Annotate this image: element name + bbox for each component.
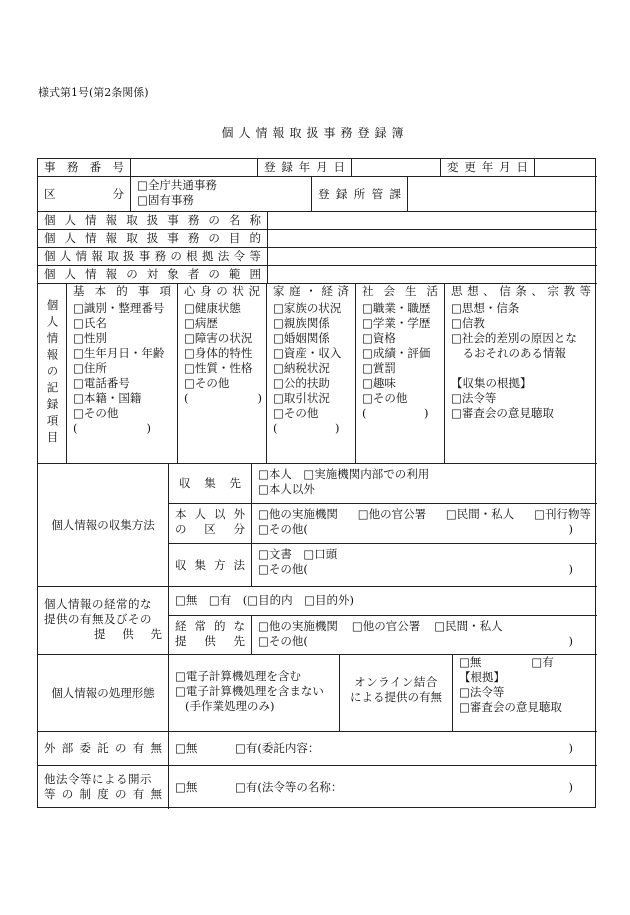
label-char: な (233, 619, 245, 633)
label-char: 条 (515, 284, 527, 298)
record-item[interactable]: □健康状態 (184, 301, 241, 315)
label-char: 経 (175, 619, 187, 633)
provision-recipient-label (168, 615, 251, 654)
label-char: 信 (499, 284, 511, 298)
record-item[interactable]: □納税状況 (273, 361, 330, 375)
label-char: の (208, 231, 220, 245)
record-item[interactable]: □趣味 (362, 376, 396, 390)
label-char: 外 (233, 507, 245, 521)
col-items-shiso[interactable] (444, 299, 597, 463)
record-item: るおそれのある情報 (451, 346, 566, 360)
record-item[interactable]: □本籍・国籍 (73, 391, 142, 405)
label-char: 目 (228, 231, 241, 245)
label-char: 区 (44, 186, 56, 201)
label-char: 扱 (146, 213, 159, 227)
record-item[interactable]: □法令等 (451, 391, 497, 405)
label-char: 経 (321, 284, 333, 298)
label-char: 根 (186, 249, 198, 263)
label-char: 取 (126, 213, 138, 227)
processing-line3: (手作業処理のみ) (185, 699, 275, 713)
label-char: 月 (316, 160, 328, 174)
col-title-kihon (66, 283, 177, 299)
label-char: 先 (150, 627, 162, 641)
label-char: ・ (305, 284, 317, 298)
col-title-katei (266, 283, 355, 299)
kubun-options[interactable] (130, 176, 311, 211)
label-char: 本 (175, 507, 187, 521)
provision-recipient-options[interactable] (251, 615, 597, 654)
label-char: 収 (179, 476, 191, 490)
online-basis-law[interactable]: □法令等 (459, 685, 505, 699)
label-char: 常 (194, 619, 206, 633)
outsourcing-options[interactable] (168, 731, 597, 765)
record-item[interactable]: □障害の状況 (184, 331, 253, 345)
collection-means-etc[interactable]: □その他( (258, 562, 308, 576)
label-char: 等 (579, 284, 591, 298)
label-char: 、 (531, 284, 543, 298)
label-char: 教 (563, 284, 575, 298)
label-char: 年 (481, 160, 494, 174)
label-char: 情 (85, 231, 97, 245)
label-char: 日 (333, 160, 345, 174)
processing-line1[interactable]: □電子計算機処理を含む (175, 669, 301, 683)
label-char: 令 (233, 249, 246, 263)
label-char: 変 (447, 160, 459, 174)
label-char: 報 (105, 213, 118, 227)
record-item[interactable]: □婚姻関係 (273, 331, 330, 345)
collection-source-label (168, 463, 251, 503)
label-char: 囲 (249, 267, 261, 281)
jimu-purpose-label (38, 229, 267, 247)
label-char: 法 (217, 249, 230, 263)
label-char: 拠 (201, 249, 214, 263)
label-char: 家 (273, 284, 285, 298)
label-char: 心 (184, 284, 196, 298)
record-item[interactable]: □性別 (73, 331, 107, 345)
label-char: 称 (249, 213, 261, 227)
label-char: 情 (75, 249, 88, 263)
label-char: 、 (483, 284, 495, 298)
provision-recipient-etc[interactable]: □その他( (258, 634, 308, 648)
label-char: 度 (97, 787, 109, 801)
label-char: 本 (94, 284, 107, 298)
label-char: 情 (85, 267, 97, 281)
record-item[interactable]: □公的扶助 (273, 376, 330, 390)
label-char: 報 (91, 249, 103, 263)
collection-other-opt-2[interactable]: □他の官公署 (357, 507, 427, 521)
label-char: の (61, 787, 74, 801)
processing-options[interactable] (168, 654, 339, 731)
label-char: 集 (194, 557, 206, 572)
shokan-label (311, 176, 407, 211)
disclosure-label: 他法令等による開示 等 の 制 度 の 有 無 (38, 765, 168, 809)
collection-source-options[interactable] (251, 463, 597, 503)
record-item[interactable]: □生年月日・年齢 (73, 346, 165, 360)
col-items-kihon[interactable] (66, 299, 177, 463)
label-char: 的 (116, 284, 128, 298)
label-char: 事 (138, 249, 151, 263)
outsourcing-yes[interactable]: □有(委託内容： (235, 741, 320, 755)
collection-means-options[interactable] (251, 543, 597, 586)
label-char: 収 (175, 557, 187, 572)
target-range-label (38, 265, 267, 283)
label-char: 情 (85, 213, 97, 227)
online-basis-review[interactable]: □審査会の意見聴取 (459, 700, 562, 714)
outsourcing-label (38, 731, 168, 765)
label-char: 法 (233, 557, 245, 572)
label-char: 事 (137, 284, 150, 298)
record-item[interactable]: □親族関係 (273, 316, 330, 330)
record-item[interactable]: □賞罰 (362, 361, 396, 375)
label-char: の (216, 284, 228, 298)
label-char: 人 (64, 213, 77, 227)
label-char: 務 (187, 231, 200, 245)
kubun-option-common[interactable]: □全庁共通事務 (137, 178, 217, 192)
label-char: 的 (249, 231, 261, 245)
record-item[interactable]: □その他 (184, 376, 230, 390)
label-char: 区 (204, 522, 216, 536)
label-char: 基 (73, 284, 85, 298)
label-char: 先 (233, 634, 245, 648)
label-char: 状 (232, 284, 244, 298)
label-char: 日 (516, 160, 528, 174)
label-char: 外 (44, 741, 56, 755)
kubun-option-specific[interactable]: □固有事務 (137, 193, 194, 207)
label-char: 集 (204, 476, 216, 490)
label-char: 務 (154, 249, 167, 263)
label-char: の (115, 787, 127, 801)
label-char: の (208, 267, 220, 281)
label-char: 的 (214, 619, 226, 633)
record-item[interactable]: □識別・整理番号 (73, 301, 165, 315)
label-char: 託 (97, 741, 109, 755)
label-char: 以 (214, 507, 226, 521)
record-item: ( ) (184, 391, 262, 405)
label-char: 宗 (547, 284, 559, 298)
label-char: 部 (61, 741, 74, 755)
record-item[interactable]: □資格 (362, 331, 396, 345)
label-char: 生 (405, 284, 417, 298)
label-char: 取 (107, 249, 119, 263)
label-char: 登 (318, 186, 330, 201)
record-item[interactable]: □住所 (73, 361, 107, 375)
label-char: 扱 (146, 231, 159, 245)
label-char: 済 (337, 284, 349, 298)
provision-recipient-opt-3[interactable]: □民間・私人 (434, 619, 503, 633)
record-item[interactable]: □審査会の意見聴取 (451, 406, 554, 420)
label-char: 対 (146, 267, 159, 281)
label-char: 務 (187, 213, 200, 227)
label-char: 象 (167, 267, 179, 281)
henko-date-label (440, 159, 534, 176)
toroku-date-label (257, 159, 351, 176)
record-item[interactable]: □取引状況 (273, 391, 330, 405)
record-item[interactable]: □電話番号 (73, 376, 130, 390)
outsourcing-none[interactable]: □無 (175, 741, 198, 755)
disclosure-none[interactable]: □無 (175, 780, 198, 794)
label-char: 分 (112, 186, 124, 201)
label-char: 活 (426, 284, 438, 298)
jimu-bango-label (38, 159, 130, 176)
collection-other-opt-4[interactable]: □刊行物等 (534, 507, 591, 521)
label-char: 事 (167, 213, 179, 227)
record-items-vertical-label: 個人情報の記録項目 (38, 283, 66, 463)
record-item (451, 361, 591, 376)
label-char: 報 (105, 267, 118, 281)
label-char: 委 (79, 741, 91, 755)
kubun-label (38, 176, 130, 211)
label-char: 所 (353, 186, 366, 201)
label-char: 社 (362, 284, 374, 298)
disclosure-yes[interactable]: □有(法令等の名称： (235, 780, 343, 794)
label-char: 人 (59, 249, 72, 263)
label-char: 録 (281, 160, 293, 174)
label-char: 者 (187, 267, 200, 281)
label-char: 人 (64, 231, 77, 245)
toroku-date-field[interactable] (351, 159, 440, 176)
label-char: 想 (467, 284, 479, 298)
label-char: 等 (249, 249, 261, 263)
col-items-shakai[interactable] (355, 299, 444, 463)
label-char: 先 (229, 476, 241, 490)
record-item: ( ) (362, 406, 429, 420)
label-char: 事 (44, 160, 56, 174)
registry-form-table (37, 158, 596, 808)
disclosure-options[interactable] (168, 765, 597, 809)
jimu-basis-law-label (38, 247, 267, 265)
label-char: 課 (389, 186, 401, 201)
record-item[interactable]: □成績・評価 (362, 346, 431, 360)
shokan-field[interactable] (407, 176, 597, 211)
label-char: 庭 (289, 284, 301, 298)
record-item[interactable]: □身体的特性 (184, 346, 253, 360)
label-char: 管 (371, 186, 384, 201)
label-char: の (175, 522, 187, 536)
label-char: 制 (79, 787, 91, 801)
label-char: 個 (44, 267, 56, 281)
label-char: 個 (44, 249, 56, 263)
collection-other-etc-close: ) (568, 522, 573, 536)
collection-other-label (168, 503, 251, 543)
provision-label: 個人情報の経常的な 提供の有無及びその 提 供 先 (38, 586, 168, 654)
collection-source-line1[interactable]: □本人 □実施機関内部での利用 (258, 467, 430, 481)
label-char: 方 (214, 557, 226, 572)
label-char: 分 (233, 522, 245, 536)
collection-means-line1[interactable]: □文書 □口頭 (258, 547, 338, 561)
label-char: 扱 (122, 249, 135, 263)
col-items-shinshin[interactable] (177, 299, 266, 463)
record-item[interactable]: □職業・職歴 (362, 301, 431, 315)
processing-line2[interactable]: □電子計算機処理を含まない (175, 684, 324, 698)
record-item[interactable]: □その他 (73, 406, 119, 420)
record-item: 【収集の根拠】 (451, 376, 532, 390)
label-char: 録 (335, 186, 348, 201)
label-char: 有 (132, 741, 145, 755)
label-char: 年 (298, 160, 311, 174)
label-char: 提 (175, 634, 187, 648)
jimu-purpose-field[interactable] (267, 229, 597, 247)
label-char: 番 (89, 160, 102, 174)
record-item[interactable]: □家族の状況 (273, 301, 342, 315)
col-title-shinshin (177, 283, 266, 299)
record-item: ( ) (273, 421, 340, 435)
label-char: 個 (44, 231, 56, 245)
collection-other-opt-1[interactable]: □他の実施機関 (258, 507, 338, 521)
label-char: 取 (126, 231, 138, 245)
label-char: 務 (66, 160, 79, 174)
label-char: の (170, 249, 182, 263)
label-char: 会 (383, 284, 395, 298)
online-yes[interactable]: □有 (531, 655, 554, 669)
record-item: ( ) (73, 421, 151, 435)
label-char: 提 (94, 627, 106, 641)
label-char: 更 (464, 160, 476, 174)
record-item[interactable]: □社会的差別の原因とな (451, 331, 577, 345)
label-char: 号 (112, 160, 124, 174)
collection-source-line2[interactable]: □本人以外 (258, 482, 315, 496)
form-number-label: 様式第1号(第2条関係) (38, 86, 149, 99)
label-char: 登 (264, 160, 276, 174)
record-item[interactable]: □学業・学歴 (362, 316, 431, 330)
provision-recipient-etc-close: ) (568, 634, 573, 648)
label-char: の (115, 741, 127, 755)
collection-other-options[interactable] (251, 503, 597, 543)
label-char: 範 (228, 267, 241, 281)
col-title-shakai (355, 283, 444, 299)
jimu-name-field[interactable] (267, 211, 597, 229)
label-char: 況 (248, 284, 260, 298)
label-char: 無 (150, 741, 162, 755)
label-char: 月 (499, 160, 511, 174)
label-char: 個 (44, 213, 56, 227)
record-item[interactable]: □信教 (451, 316, 485, 330)
label-char: 思 (451, 284, 463, 298)
target-range-field[interactable] (267, 265, 597, 283)
col-title-shiso (444, 283, 597, 299)
collection-method-label: 個人情報の収集方法 (38, 463, 168, 586)
label-char: 人 (64, 267, 77, 281)
henko-date-field[interactable] (534, 159, 597, 176)
label-char: 供 (122, 627, 134, 641)
online-options[interactable] (452, 654, 597, 731)
label-char: の (208, 213, 220, 227)
disclosure-close: ) (568, 780, 573, 794)
collection-means-etc-close: ) (568, 562, 573, 576)
provision-yes-no[interactable]: □無 □有 (□目的内 □目的外) (168, 586, 597, 615)
record-item[interactable]: □病歴 (184, 316, 218, 330)
record-item[interactable]: □資産・収入 (273, 346, 342, 360)
label-char: 名 (228, 213, 241, 227)
label-char: 事 (167, 231, 179, 245)
collection-other-etc[interactable]: □その他( (258, 522, 308, 536)
label-char: 人 (194, 507, 206, 521)
provision-recipient-opt-1[interactable]: □他の実施機関 (258, 619, 338, 633)
document-title: 個人情報取扱事務登録簿 (221, 126, 409, 140)
label-char: 報 (105, 231, 118, 245)
online-label: オンライン結合 による提供の有無 (339, 654, 452, 731)
outsourcing-close: ) (568, 741, 573, 755)
collection-other-opt-3[interactable]: □民間・私人 (445, 507, 515, 521)
label-char: 項 (159, 284, 171, 298)
label-char: 供 (204, 634, 216, 648)
record-item[interactable]: □その他 (362, 391, 408, 405)
jimu-bango-field[interactable] (130, 159, 257, 176)
label-char: 無 (150, 787, 162, 801)
record-item[interactable]: □思想・信条 (451, 301, 520, 315)
online-basis: 【根拠】 (459, 670, 505, 684)
jimu-name-label (38, 211, 267, 229)
provision-recipient-opt-2[interactable]: □他の官公署 (351, 619, 421, 633)
record-item[interactable]: □その他 (273, 406, 319, 420)
record-item[interactable]: □性質・性格 (184, 361, 253, 375)
record-item[interactable]: □氏名 (73, 316, 107, 330)
label-char: 身 (200, 284, 212, 298)
jimu-basis-law-field[interactable] (267, 247, 597, 265)
label-char: 有 (132, 787, 145, 801)
processing-label: 個人情報の処理形態 (38, 654, 168, 731)
collection-means-label (168, 543, 251, 586)
label-char: の (126, 267, 138, 281)
label-char: 等 (44, 787, 56, 801)
col-items-katei[interactable] (266, 299, 355, 463)
online-none[interactable]: □無 (459, 655, 482, 669)
